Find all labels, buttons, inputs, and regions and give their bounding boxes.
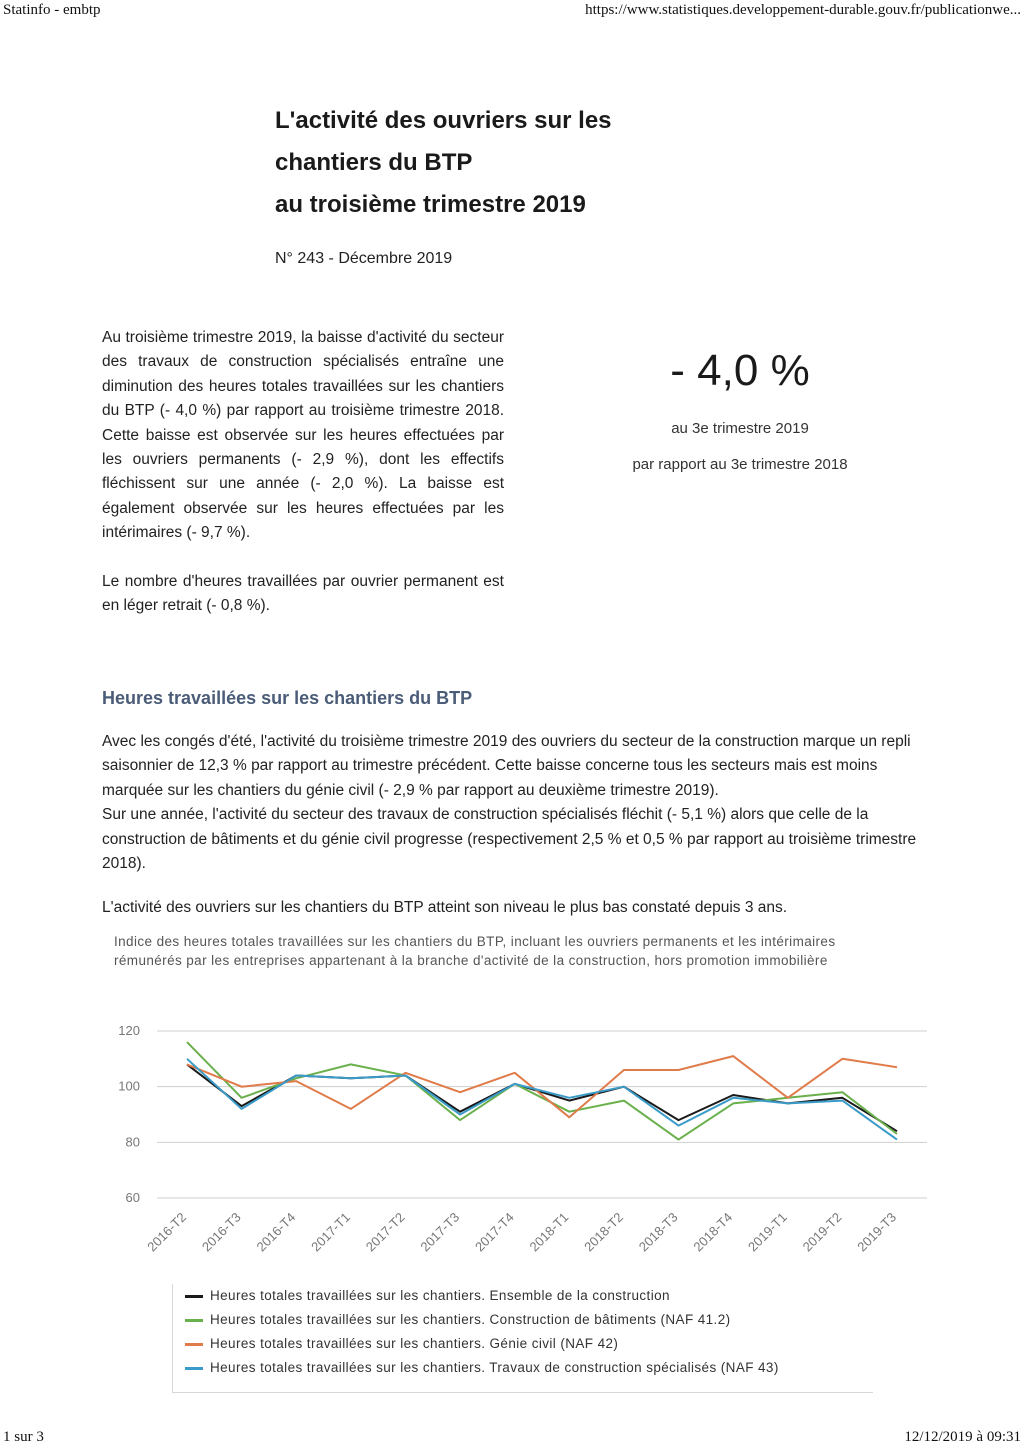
title-line-2: chantiers du BTP [275,149,473,176]
legend-swatch [185,1343,203,1346]
legend-item-ensemble[interactable] [185,1288,670,1312]
y-tick-label: 120 [118,1023,140,1038]
x-tick-label: 2017-T3 [417,1209,463,1255]
legend-label: Heures totales travaillées sur les chantiers. Travaux de construction spécialisés (NAF 43) [210,1360,779,1375]
legend-label: Heures totales travaillées sur les chantiers. Construction de bâtiments (NAF 41.2) [210,1312,731,1327]
x-tick-label: 2018-T3 [635,1209,681,1255]
intro-paragraph-2: Le nombre d'heures travaillées par ouvrier permanent est en léger retrait (- 0,8 %). [102,572,504,615]
browser-print-url: https://www.statistiques.developpement-durable.gouv.fr/publicationwe... [585,2,1021,18]
title-line-1: L'activité des ouvriers sur les [275,107,612,134]
x-tick-label: 2019-T3 [854,1209,900,1255]
legend-swatch [185,1295,203,1298]
legend-swatch [185,1367,203,1370]
section-paragraph-1: Avec les congés d'été, l'activité du troisième trimestre 2019 des ouvriers du secteur de la construction marque un repli saisonnier de 12,3 % par rapport au trimestre précédent. Cette baisse concerne tous les secteurs mais est moins marquée sur les chantiers du génie civil (- 2,9 % par rapport au deuxième trimestre 2019). [102,733,911,799]
y-tick-label: 60 [125,1190,140,1205]
kpi-caption-1: au 3e trimestre 2019 [671,420,809,437]
section-conclusion: L'activité des ouvriers sur les chantiers du BTP atteint son niveau le plus bas constaté depuis 3 ans. [102,899,788,916]
title-line-3: au troisième trimestre 2019 [275,191,586,218]
x-tick-label: 2016-T4 [253,1209,299,1255]
x-tick-label: 2016-T2 [144,1209,190,1255]
x-tick-label: 2017-T1 [308,1209,353,1255]
x-tick-label: 2018-T4 [690,1209,736,1255]
page-title [275,100,795,226]
intro-text [102,326,504,642]
legend-item-batiments[interactable] [185,1312,731,1336]
legend-label: Heures totales travaillées sur les chantiers. Génie civil (NAF 42) [210,1336,619,1351]
issue-number: N° 243 - Décembre 2019 [275,250,453,267]
x-tick-label: 2018-T2 [581,1209,627,1255]
x-tick-label: 2017-T2 [362,1209,408,1255]
print-timestamp: 12/12/2019 à 09:31 [904,1429,1021,1445]
legend-item-travaux-specialises[interactable] [185,1360,779,1384]
y-tick-label: 100 [118,1078,140,1094]
kpi-value: - 4,0 % [670,346,810,395]
legend-label: Heures totales travaillées sur les chantiers. Ensemble de la construction [210,1288,670,1303]
x-tick-label: 2018-T1 [526,1209,572,1255]
browser-print-title: Statinfo - embtp [3,2,101,18]
kpi-caption-2: par rapport au 3e trimestre 2018 [632,456,848,473]
legend-swatch [185,1319,203,1322]
chart-series [187,1042,897,1140]
intro-paragraph-1: Au troisième trimestre 2019, la baisse d'activité du secteur des travaux de construction spécialisés entraîne une diminution des heures totales travaillées sur les chantiers du BTP (- 4,0 %) par rapport au troisième trimestre 2018. Cette baisse est observée sur les heures effectuées par les ouvriers permanents (- 2,9 %), dont les effectifs fléchissent sur une année (- 2,0 %). La baisse est également observée sur les heures effectuées par les intérimaires (- 9,7 %). [102,329,504,542]
chart-title: Indice des heures totales travaillées sur les chantiers du BTP, incluant les ouvriers permanents et les intérimaires rémunérés par les entreprises appartenant à la branche d'activité de la construction, hors promotion immobilière [114,934,836,968]
legend-item-genie-civil[interactable] [185,1336,618,1360]
page-counter: 1 sur 3 [3,1429,44,1445]
x-tick-label: 2017-T4 [471,1209,517,1255]
line-chart [0,1010,1024,1280]
series-line-3 [187,1059,897,1140]
x-tick-label: 2019-T2 [799,1209,845,1255]
section-body [102,730,942,876]
chart-x-axis [144,1210,899,1255]
section-paragraph-2: Sur une année, l'activité du secteur des travaux de construction spécialisés fléchit (- 5,1 %) alors que celle de la construction de bâtiments et du génie civil progresse (respectivement 2,5 % et 0,5 % par rapport au troisième trimestre 2018). [102,806,917,873]
chart-grid [118,1023,927,1205]
section-heading: Heures travaillées sur les chantiers du BTP [102,688,473,708]
chart-legend [172,1284,873,1393]
x-tick-label: 2016-T3 [198,1209,244,1255]
y-tick-label: 80 [125,1134,140,1150]
x-tick-label: 2019-T1 [745,1209,790,1255]
